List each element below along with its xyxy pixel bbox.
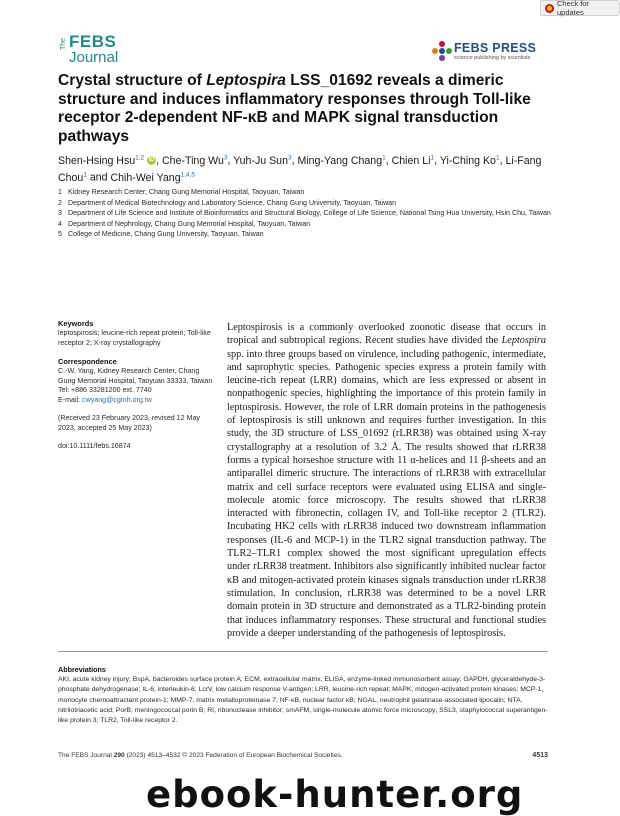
correspondence-address: C.-W. Yang, Kidney Research Center, Chang Gung Memorial Hospital, Taoyuan 33333, Taiwan <box>58 366 213 385</box>
abbreviations-block <box>58 665 548 726</box>
orcid-icon[interactable]: iD <box>148 157 155 164</box>
correspondence-block <box>58 357 218 407</box>
update-check-icon <box>545 4 554 13</box>
author-list: Shen-Hsing Hsu$^{1,2}$ iD , Che-Ting Wu$^3$, Yuh-Ju Sun$^3$, Ming-Yang Chang$^1$, Chien Li$^1$, Yi-Ching Ko$^1$, Li-Fang Chou$^1$ and Chih-Wei Yang$^{1,4,5}$ <box>58 154 542 184</box>
page-footer <box>58 752 548 759</box>
affiliations <box>58 187 568 240</box>
doi[interactable]: doi:10.1111/febs.16874 <box>58 442 131 451</box>
publisher-logo <box>432 40 542 64</box>
citation-line: The FEBS Journal 290 (2023) 4513–4532 © 2023 Federation of European Biochemical Societies. <box>58 752 343 759</box>
dates-block <box>58 414 218 434</box>
journal-logo-journal: Journal <box>69 49 119 66</box>
publisher-name: FEBS PRESS <box>454 41 537 55</box>
page-number: 4513 <box>532 752 548 759</box>
affiliation-item: 1 Kidney Research Center, Chang Gung Memorial Hospital, Taoyuan, Taiwan <box>58 188 305 196</box>
affiliation-item: 3 Department of Life Science and Institute of Bioinformatics and Structural Biology, College of Life Science, National Tsing Hua University, Hsin Chu, Taiwan <box>58 209 551 218</box>
affiliation-superscript: 1,2 <box>135 154 145 161</box>
affiliation-item: 2 Department of Medical Biotechnology and Laboratory Science, Chang Gung University, Taoyuan, Taiwan <box>58 198 397 207</box>
abbreviations-heading: Abbreviations <box>58 665 106 674</box>
journal-logo <box>60 32 130 72</box>
author-name: Li-Fang Chou$^1$ <box>58 154 542 184</box>
correspondence-heading: Correspondence <box>58 356 117 366</box>
febs-press-dots-icon <box>432 41 452 61</box>
doi-block <box>58 442 218 452</box>
journal-logo-the: The <box>60 37 67 50</box>
journal-logo-febs: FEBS <box>69 32 117 51</box>
author-name: Che-Ting Wu$^3$ <box>162 154 228 167</box>
affiliation-superscript: 3 <box>223 154 228 161</box>
article-title: Crystal structure of Leptospira LSS_01692 reveals a dimeric structure and induces inflammatory responses through Toll-like receptor 2-dependent NF-κB and MAPK signal transduction pathways <box>58 72 531 145</box>
affiliation-superscript: 1 <box>83 171 87 179</box>
affiliation-superscript: 1 <box>430 154 435 161</box>
received-dates: (Received 23 February 2023, revised 12 May 2023, accepted 25 May 2023) <box>58 414 200 433</box>
author-name: Chih-Wei Yang$^{1,4,5}$ <box>110 171 196 184</box>
keywords-text: leptospirosis; leucine-rich repeat protein; Toll-like receptor 2; X-ray crystallography <box>58 328 211 347</box>
affiliation-superscript: 1 <box>495 154 500 161</box>
author-name: Yi-Ching Ko$^1$ <box>439 154 500 167</box>
correspondence-tel: Tel: +886 33281200 ext. 7740 <box>58 386 152 395</box>
affiliation-superscript: 1,4,5 <box>180 171 196 179</box>
affiliation-superscript: 3 <box>287 154 292 161</box>
author-name: Chien Li$^1$ <box>391 154 435 167</box>
affiliation-superscript: 1 <box>382 154 386 161</box>
check-for-updates-label: Check for updates <box>557 0 590 17</box>
publisher-tagline: science publishing by scientists <box>454 55 531 61</box>
article-info-sidebar <box>58 319 218 460</box>
author-name: Shen-Hsing Hsu$^{1,2}$ iD <box>58 154 155 167</box>
email-link[interactable]: cwyang@cgmh.org.tw <box>82 396 152 405</box>
keywords-block <box>58 319 218 349</box>
keywords-heading: Keywords <box>58 319 94 328</box>
correspondence-email-line: E-mail: cwyang@cgmh.org.tw <box>58 396 152 405</box>
affiliation-item: 5 College of Medicine, Chang Gung University, Taoyuan, Taiwan <box>58 230 264 239</box>
abstract: Leptospirosis is a commonly overlooked zoonotic disease that occurs in tropical and subtropical regions. Recent studies have divided the Leptospira spp. into three groups based on virulence, including pathogenic, intermediate, and saprophytic species. Pathogenic species express a protein family with leucine-rich repeat (LRR) domains, which are less expressed or absent in nonpathogenic species, highlighting the importance of this protein family in leptospirosis. However, the role of LRR domain proteins in the pathogenesis of leptospirosis is still unknown and requires further investigation. In this study, the 3D structure of LSS_01692 (rLRR38) was obtained using X-ray crystallography at a resolution of 3.2 Å. The results showed that rLRR38 forms a typical horseshoe structure with 11 α-helices and 11 β-sheets and an antiparallel dimeric structure. The interactions of rLRR38 with extracellular matrix and cell surface receptors were evaluated using ELISA and single-molecule atomic force microscopy. The results showed that rLRR38 interacted with fibronectin, collagen IV, and Toll-like receptor 2 (TLR2). Incubating HK2 cells with rLRR38 induced two downstream inflammation responses (IL-6 and MCP-1) in the TLR2 signal transduction pathway. The TLR2–TLR1 complex showed the most significant upregulation effects under rLRR38 treatment. Inhibitors also significantly inhibited nuclear factor κB and mitogen-activated protein kinases signals transduction under rLRR38 stimulation. In conclusion, rLRR38 was determined to be a novel LRR domain protein in 3D structure and demonstrated as a TLR2-binding protein that induces inflammatory responses. These structural and functional studies provide a deeper understanding of the pathogenesis of leptospirosis. <box>227 322 546 639</box>
check-for-updates-badge[interactable] <box>540 0 620 16</box>
author-name: Yuh-Ju Sun$^3$ <box>233 154 292 167</box>
author-name: Ming-Yang Chang$^1$ <box>297 154 386 167</box>
watermark: ebook-hunter.org <box>146 773 524 816</box>
affiliation-item: 4 Department of Nephrology, Chang Gung Memorial Hospital, Taoyuan, Taiwan <box>58 219 311 228</box>
abbreviations-text: AKI, acute kidney injury; BspA, bacteroides surface protein A; ECM, extracellular matrix; ELISA, enzyme-linked immunosorbent assay; GAPDH, glyceraldehyde-3-phosphate dehydrogenase; IL-6, interleukin-6; LcrV, low calcium response V-antigen; LRR, leucine-rich repeat; MAPK, mitogen-activated protein kinases; MCP-1, monocyte chemoattractant protein-1; MMP-7, matrix metalloproteinase 7; NF-κB, nuclear factor κB; NGAL, neutrophil gelatinase-associated lipocalin; NTA, nitrilotriacetic acid; PorB, meningococcal porin B; RI, ribonuclease inhibitor; smAFM, single-molecule atomic force microscopy; SSL3, staphylococcal superantigen-like protein 3; TLR2, Toll-like receptor 2. <box>58 676 548 725</box>
section-divider <box>58 651 548 652</box>
